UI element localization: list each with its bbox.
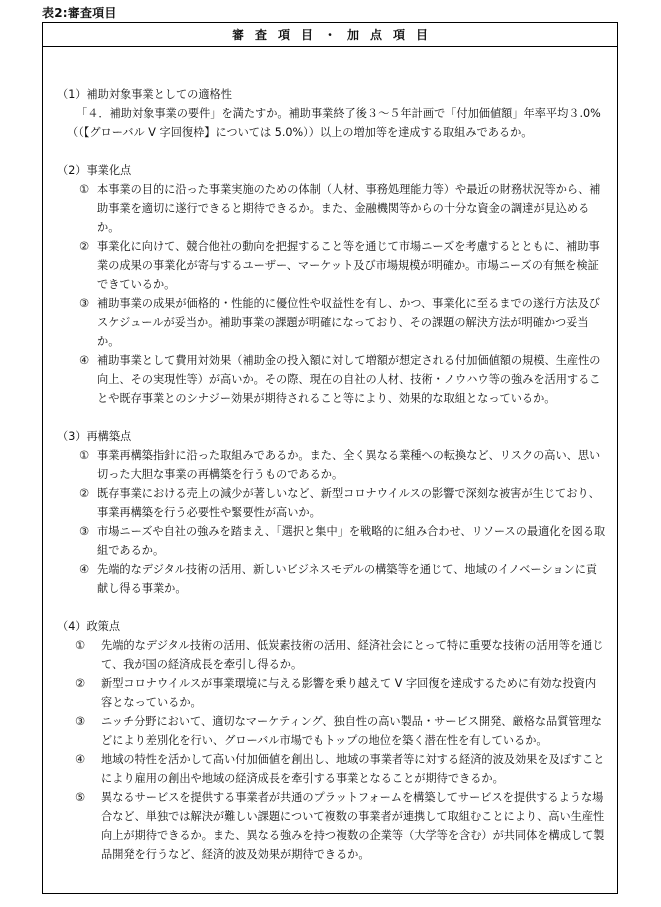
table-header-title: 審査項目・加点項目 (231, 28, 439, 42)
list-item (75, 674, 607, 712)
item-number: ② (79, 487, 90, 500)
list-item (79, 180, 607, 237)
item-number: ② (79, 240, 90, 253)
item-text: 補助事業の成果が価格的・性能的に優位性や収益性を有し、かつ、事業化に至るまでの遂行方法及びスケジュールが妥当か。補助事業の課題が明確になっており、その課題の解決方法が明確かつ妥当か。 (97, 297, 600, 348)
item-text: 新型コロナウイルスが事業環境に与える影響を乗り越えて V 字回復を達成するために有効な投資内容となっているか。 (101, 677, 597, 709)
section-title: （1）補助対象事業としての適格性 (57, 88, 232, 101)
section-title: （4）政策点 (57, 620, 121, 633)
section-restructuring (57, 427, 607, 598)
list-item (79, 446, 607, 484)
list-item (79, 484, 607, 522)
section-title: （2）事業化点 (57, 164, 132, 177)
list-item (75, 636, 607, 674)
item-text: 本事業の目的に沿った事業実施のための体制（人材、事務処理能力等）や最近の財務状況等から、補助事業を適切に遂行できると期待できるか。また、金融機関等からの十分な資金の調達が見込めるか。 (97, 183, 601, 234)
item-text: 市場ニーズや自社の強みを踏まえ、「選択と集中」を戦略的に組み合わせ、リソースの最適化を図る取組であるか。 (97, 525, 606, 557)
item-text: 既存事業における売上の減少が著しいなど、新型コロナウイルスの影響で深刻な被害が生じており、事業再構築を行う必要性や緊要性が高いか。 (97, 487, 600, 519)
section-eligibility (57, 85, 607, 142)
section-title: （3）再構築点 (57, 430, 132, 443)
item-number: ⑤ (75, 791, 86, 804)
item-number: ② (75, 677, 86, 690)
item-number: ④ (75, 753, 86, 766)
list-item (79, 522, 607, 560)
list-item (79, 560, 607, 598)
item-number: ① (79, 183, 90, 196)
list-item (75, 712, 607, 750)
item-number: ③ (79, 297, 90, 310)
table-caption: 表2:審査項目 (42, 6, 117, 20)
section-commercialization (57, 161, 607, 408)
item-number: ① (79, 449, 90, 462)
item-number: ④ (79, 563, 90, 576)
section-text: 「４．補助対象事業の要件」を満たすか。補助事業終了後３～５年計画で「付加価値額」年率平均３.0%（（【グローバル V 字回復枠】については 5.0%））以上の増加等を達成する取組みであるか。 (67, 107, 601, 139)
list-item (75, 788, 607, 864)
item-text: 補助事業として費用対効果（補助金の投入額に対して増額が想定される付加価値額の規模、生産性の向上、その実現性等）が高いか。その際、現在の自社の人材、技術・ノウハウ等の強みを活用することや既存事業とのシナジー効果が期待されること等により、効果的な取組となっているか。 (97, 354, 601, 405)
item-text: 地域の特性を活かして高い付加価値を創出し、地域の事業者等に対する経済的波及効果を及ぼすことにより雇用の創出や地域の経済成長を牽引する事業となることが期待できるか。 (101, 753, 605, 785)
item-number: ④ (79, 354, 90, 367)
list-item (79, 351, 607, 408)
list-item (79, 237, 607, 294)
item-number: ① (75, 639, 86, 652)
item-number: ③ (79, 525, 90, 538)
item-number: ③ (75, 715, 86, 728)
list-item (79, 294, 607, 351)
item-text: 事業化に向けて、競合他社の動向を把握すること等を通じて市場ニーズを考慮するとともに、補助事業の成果の事業化が寄与するユーザー、マーケット及び市場規模が明確か。市場ニーズの有無を検証できているか。 (97, 240, 600, 291)
review-items-table (42, 22, 618, 894)
item-text: 先端的なデジタル技術の活用、新しいビジネスモデルの構築等を通じて、地域のイノベーションに貢献し得る事業か。 (97, 563, 598, 595)
list-item (75, 750, 607, 788)
section-policy (57, 617, 607, 864)
item-text: ニッチ分野において、適切なマーケティング、独自性の高い製品・サービス開発、厳格な品質管理などにより差別化を行い、グローバル市場でもトップの地位を築く潜在性を有しているか。 (101, 715, 602, 747)
item-text: 先端的なデジタル技術の活用、低炭素技術の活用、経済社会にとって特に重要な技術の活用等を通じて、我が国の経済成長を牽引し得るか。 (101, 639, 604, 671)
table-body (43, 47, 617, 864)
item-text: 事業再構築指針に沿った取組みであるか。また、全く異なる業種への転換など、リスクの高い、思い切った大胆な事業の再構築を行うものであるか。 (97, 449, 601, 481)
table-header (43, 23, 617, 47)
item-text: 異なるサービスを提供する事業者が共通のプラットフォームを構築してサービスを提供するような場合など、単独では解決が難しい課題について複数の事業者が連携して取組むことにより、高い生産性向上が期待できるか。また、異なる強みを持つ複数の企業等（大学等を含む）が共同体を構成して製品開発を行うなど、経済的波及効果が期待できるか。 (101, 791, 605, 861)
